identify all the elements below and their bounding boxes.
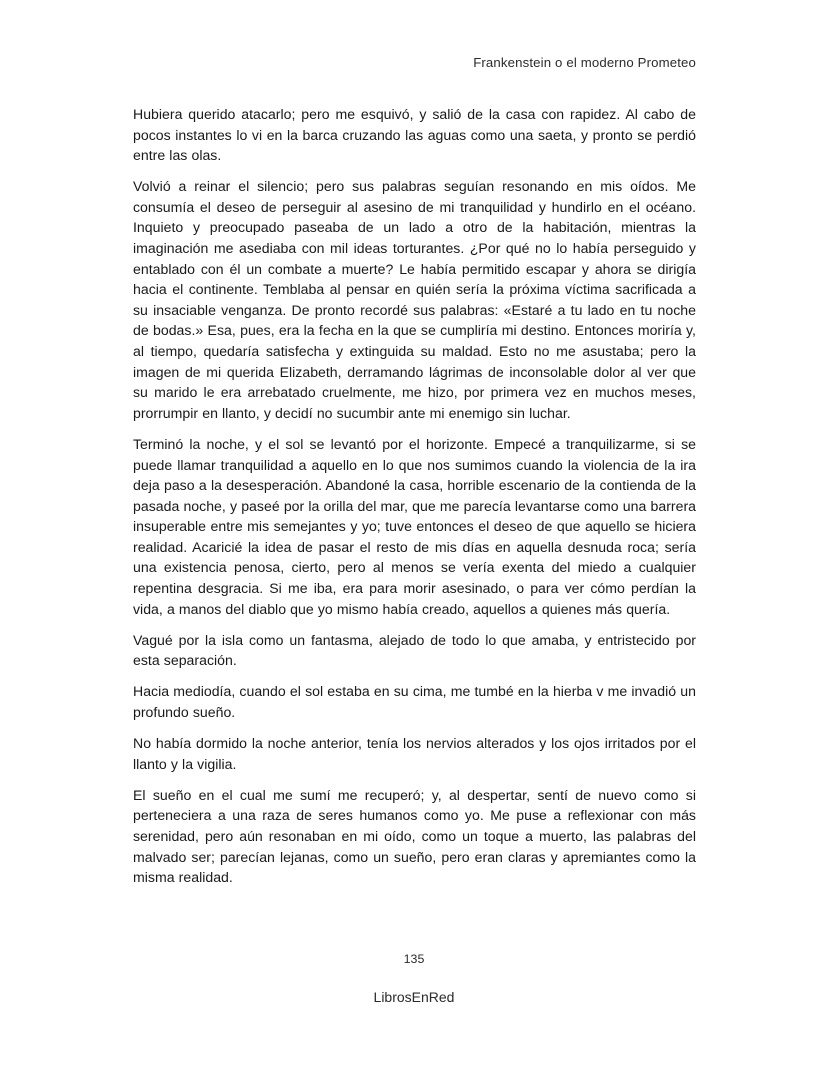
body-paragraph: No había dormido la noche anterior, tenía los nervios alterados y los ojos irritados por el llanto y la vigilia. [133,735,696,772]
body-paragraph: Hacia mediodía, cuando el sol estaba en su cima, me tumbé en la hierba v me invadió un profundo sueño. [133,683,696,721]
body-paragraph: Vagué por la isla como un fantasma, alejado de todo lo que amaba, y entristecido por esta separación. [133,631,696,669]
body-text-column [133,104,696,888]
body-paragraph: Terminó la noche, y el sol se levantó por el horizonte. Empecé a tranquilizarme, si se puede llamar tranquilidad a aquello en lo que nos sumimos cuando la violencia de la ira deja paso a la desesperación. Abandoné la casa, horrible escenario de la contienda de la pasada noche, y paseé por la orilla del mar, que me parecía levantarse como una barrera insuperable entre mis semejantes y yo; tuve entonces el deseo de que aquello se hiciera realidad. Acaricié la idea de pasar el resto de mis días en aquella desnuda roca; sería una existencia penosa, cierto, pero al menos se vería exenta del miedo a cualquier repentina desgracia. Si me iba, era para morir asesinado, o para ver cómo perdían la vida, a manos del diablo que yo mismo había creado, aquellos a quienes más quería. [133,435,696,617]
page-footer [0,952,828,1006]
page-number: 135 [403,952,425,966]
publisher-imprint: LibrosEnRed [373,988,455,1005]
body-paragraph: Volvió a reinar el silencio; pero sus palabras seguían resonando en mis oídos. Me consumía el deseo de perseguir al asesino de mi tranquilidad y hundirlo en el océano. Inquieto y preocupado paseaba de un lado a otro de la habitación, mientras la imaginación me asediaba con mil ideas torturantes. ¿Por qué no lo había perseguido y entablado con él un combate a muerte? Le había permitido escapar y ahora se dirigía hacia el continente. Temblaba al pensar en quién sería la próxima víctima sacrificada a su insaciable venganza. De pronto recordé sus palabras: «Estaré a tu lado en tu noche de bodas.» Esa, pues, era la fecha en la que se cumpliría mi destino. Entonces moriría y, al tiempo, quedaría satisfecha y extinguida su maldad. Esto no me asustaba; pero la imagen de mi querida Elizabeth, derramando lágrimas de inconsolable dolor al ver que su marido le era arrebatado cruelmente, me hizo, por primera vez en muchos meses, prorrumpir en llanto, y decidí no sucumbir ante mi enemigo sin luchar. [133,178,696,421]
body-paragraph: Hubiera querido atacarlo; pero me esquivó, y salió de la casa con rapidez. Al cabo de pocos instantes lo vi en la barca cruzando las aguas como una saeta, y pronto se perdió entre las olas. [133,106,696,164]
body-paragraph: El sueño en el cual me sumí me recuperó; y, al despertar, sentí de nuevo como si perteneciera a una raza de seres humanos como yo. Me puse a reflexionar con más serenidad, pero aún resonaban en mi oído, como un toque a muerto, las palabras del malvado ser; parecían lejanas, como un sueño, pero eran claras y apremiantes como la misma realidad. [133,786,696,886]
running-head: Frankenstein o el moderno Prometeo [473,55,696,70]
